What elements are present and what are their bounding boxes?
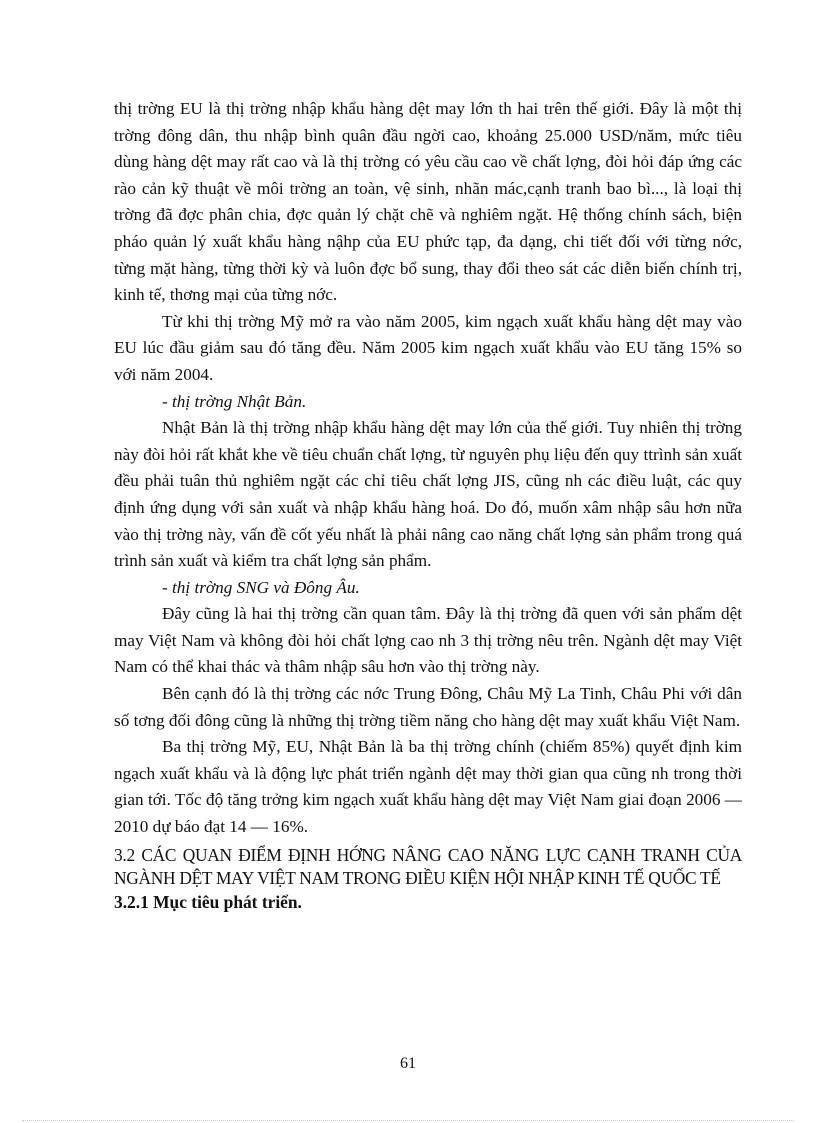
page-number: 61	[400, 1055, 416, 1072]
footer-divider	[22, 1120, 794, 1121]
document-page	[114, 96, 742, 914]
paragraph-sng-market: Đây cũng là hai thị trờng cần quan tâm. Đây là thị trờng đã quen với sản phẩm dệt may Việt Nam và không đòi hỏi chất lợng cao nh 3 thị trờng nêu trên. Ngành dệt may Việt Nam có thể khai thác và thâm nhập sâu hơn vào thị trờng này.	[114, 604, 742, 677]
subheading-sng-market: - thị trờng SNG và Đông Âu.	[162, 577, 360, 597]
subsection-heading: 3.2.1 Mục tiêu phát triển.	[114, 891, 302, 912]
subheading-japan-market: - thị trờng Nhật Bản.	[162, 391, 307, 411]
paragraph-eu-market: thị trờng EU là thị trờng nhập khẩu hàng dệt may lớn th hai trên thế giới. Đây là một thị trờng đông dân, thu nhập bình quân đầu ngời cao, khoảng 25.000 USD/năm, mức tiêu dùng hàng dệt may rất cao và là thị trờng có yêu cầu cao về chất lợng, đòi hỏi đáp ứng các rào cản kỹ thuật về môi trờng an toàn, vệ sinh, nhãn mác,cạnh tranh bao bì..., là loại thị trờng đã đợc phân chia, đợc quản lý chặt chẽ và nghiêm ngặt. Hệ thống chính sách, biện pháo quản lý xuất khẩu hàng nậhp của EU phức tạp, đa dạng, chi tiết đối với từng nớc, từng mặt hàng, từng thời kỳ và luôn đợc bổ sung, thay đổi theo sát các diễn biến chính trị, kinh tế, thơng mại của từng nớc.	[114, 99, 742, 305]
paragraph-main-markets: Ba thị trờng Mỹ, EU, Nhật Bản là ba thị trờng chính (chiếm 85%) quyết định kim ngạch xuất khẩu và là động lực phát triển ngành dệt may thời gian qua cũng nh trong thời gian tới. Tốc độ tăng trởng kim ngạch xuất khẩu hàng dệt may Việt Nam giai đoạn 2006 — 2010 dự báo đạt 14 — 16%.	[114, 737, 742, 837]
section-heading: 3.2 CÁC QUAN ĐIỂM ĐỊNH HỚNG NÂNG CAO NĂNG LỰC CẠNH TRANH CỦA NGÀNH DỆT MAY VIỆT NAM TRONG ĐIỀU KIỆN HỘI NHẬP KINH TẾ QUỐC TẾ	[114, 844, 742, 888]
paragraph-eu-growth: Từ khi thị trờng Mỹ mở ra vào năm 2005, kim ngạch xuất khẩu hàng dệt may vào EU lúc đầu giảm sau đó tăng đều. Năm 2005 kim ngạch xuất khẩu vào EU tăng 15% so với năm 2004.	[114, 311, 742, 384]
paragraph-other-markets: Bên cạnh đó là thị trờng các nớc Trung Đông, Châu Mỹ La Tinh, Châu Phi với dân số tơng đối đông cũng là những thị trờng tiềm năng cho hàng dệt may xuất khẩu Việt Nam.	[114, 684, 742, 730]
paragraph-japan-market: Nhật Bản là thị trờng nhập khẩu hàng dệt may lớn của thế giới. Tuy nhiên thị trờng này đòi hỏi rất khắt khe về tiêu chuẩn chất lợng, từ nguyên phụ liệu đến quy ttrình sản xuất đều phải tuân thủ nghiêm ngặt các chỉ tiêu chất lợng JIS, cũng nh các điều luật, các quy định ứng dụng với sản xuất và nhập khẩu hàng hoá. Do đó, muốn xâm nhập sâu hơn nữa vào thị trờng này, vấn đề cốt yếu nhất là phải nâng cao năng chất lợng sản phẩm trong quá trình sản xuất và kiểm tra chất lợng sản phẩm.	[114, 418, 742, 571]
